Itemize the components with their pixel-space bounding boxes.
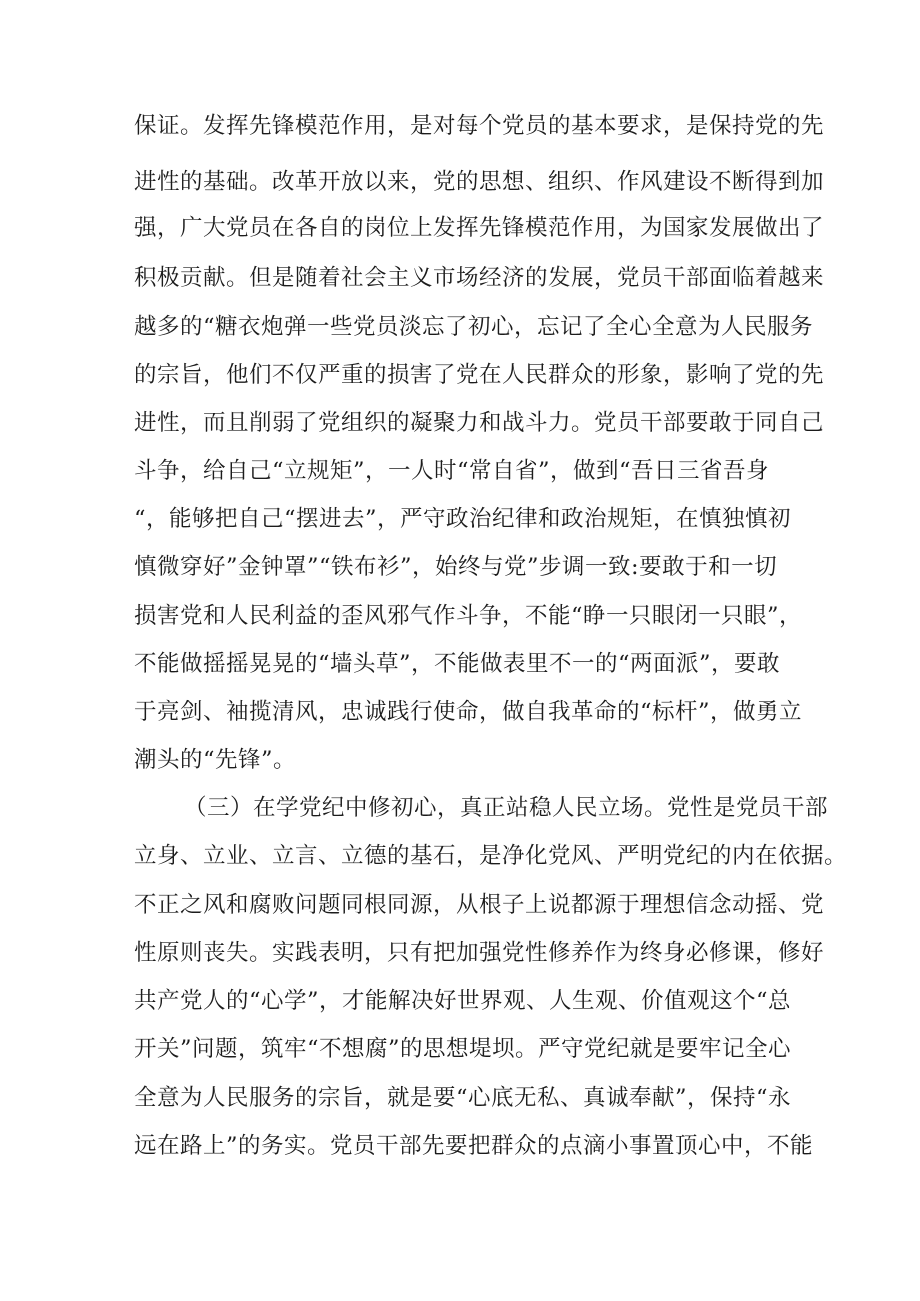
text-line: 进性的基础。改革开放以来，党的思想、组织、作风建设不断得到加 — [134, 169, 825, 195]
text-line: （三）在学党纪中修初心，真正站稳人民立场。党性是党员干部 — [184, 795, 829, 821]
text-line: 不能做摇摇晃晃的“墙头草”，不能做表里不一的“两面派”，要敢 — [134, 651, 781, 677]
text-line: 损害党和人民利益的歪风邪气作斗争，不能“睁一只眼闭一只眼”， — [134, 603, 803, 629]
text-line: 远在路上”的务实。党员干部先要把群众的点滴小事置顶心中，不能 — [134, 1133, 814, 1159]
text-line: 强，广大党员在各自的岗位上发挥先锋模范作用，为国家发展做出了 — [134, 215, 825, 241]
text-line: 开关”问题，筑牢“不想腐”的思想堤坝。严守党纪就是要牢记全心 — [134, 1036, 792, 1062]
text-line: 性原则丧失。实践表明，只有把加强党性修养作为终身必修课，修好 — [134, 940, 825, 966]
text-line: “，能够把自己“摆进去”，严守政治纪律和政治规矩，在慎独慎初 — [134, 506, 792, 532]
text-line: 潮头的“先锋”。 — [134, 747, 297, 773]
text-line: 不正之风和腐败问题同根同源，从根子上说都源于理想信念动摇、党 — [134, 892, 825, 918]
text-line: 进性，而且削弱了党组织的凝聚力和战斗力。党员干部要敢于同自己 — [134, 410, 825, 436]
text-line: 斗争，给自己“立规矩”，一人时“常自省”，做到“吾日三省吾身 — [134, 458, 770, 484]
text-line: 越多的“糖衣炮弹一些党员淡忘了初心，忘记了全心全意为人民服务 — [134, 314, 814, 340]
text-line: 立身、立业、立言、立德的基石，是净化党风、严明党纪的内在依据。 — [134, 843, 848, 869]
text-line: 于亮剑、袖揽清风，忠诚践行使命，做自我革命的“标杆”，做勇立 — [134, 699, 803, 725]
text-line: 的宗旨，他们不仅严重的损害了党在人民群众的形象，影响了党的先 — [134, 362, 825, 388]
text-line: 共产党人的“心学”，才能解决好世界观、人生观、价值观这个“总 — [134, 988, 792, 1014]
text-line: 保证。发挥先锋模范作用，是对每个党员的基本要求，是保持党的先 — [134, 113, 825, 139]
text-line: 慎微穿好”金钟罩”“铁布衫”，始终与党”步调一致:要敢于和一切 — [134, 554, 778, 580]
text-line: 全意为人民服务的宗旨，就是要“心底无私、真诚奉献”，保持“永 — [134, 1085, 792, 1111]
text-line: 积极贡献。但是随着社会主义市场经济的发展，党员干部面临着越来 — [134, 265, 825, 291]
